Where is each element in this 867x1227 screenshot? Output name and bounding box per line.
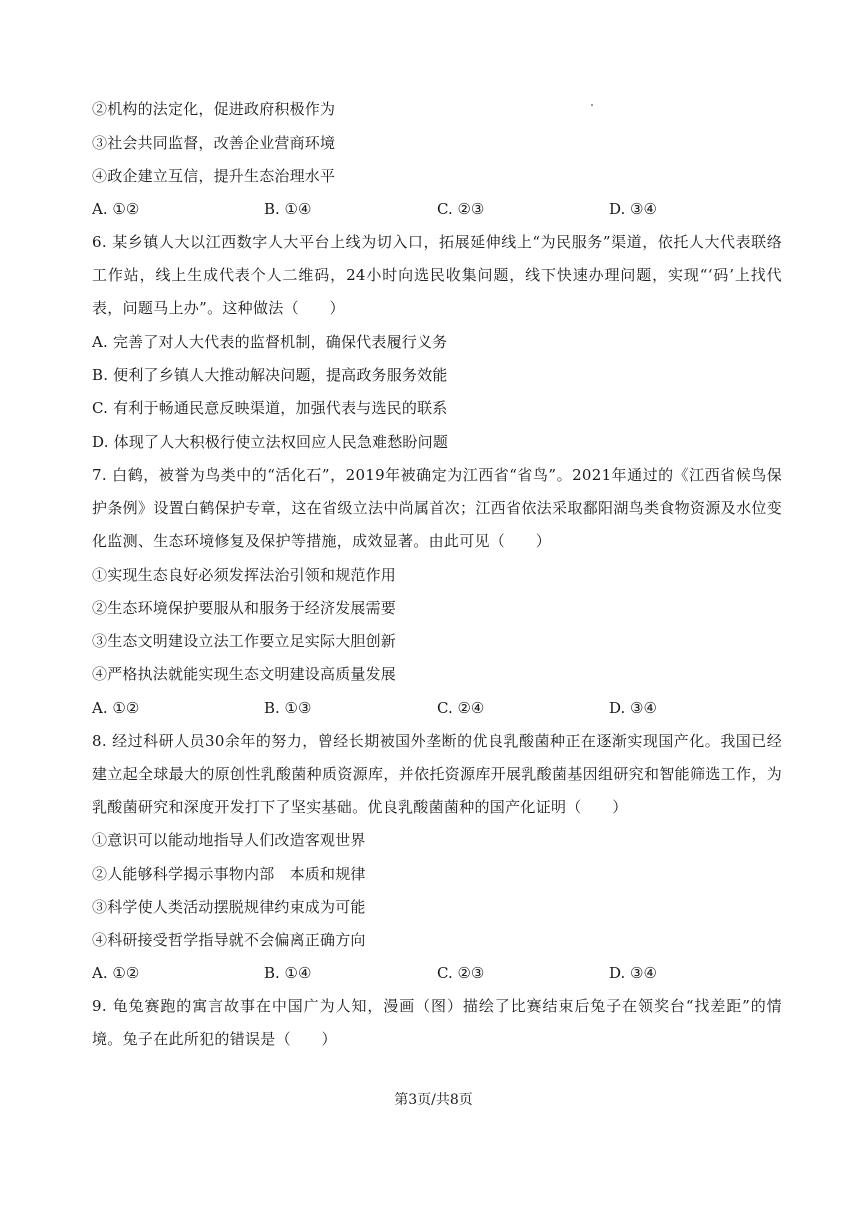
q7-option-a: A. ①② — [92, 699, 140, 717]
q7-options — [92, 698, 712, 718]
q7-item-3: ③生态文明建设立法工作要立足实际大胆创新 — [92, 632, 397, 650]
q7-item-4: ④严格执法就能实现生态文明建设高质量发展 — [92, 665, 397, 683]
q7-item-2: ②生态环境保护要服从和服务于经济发展需要 — [92, 599, 397, 617]
q8-option-c: C. ②③ — [437, 964, 485, 982]
q5-option-a: A. ①② — [92, 200, 140, 218]
q5-option-c: C. ②③ — [437, 200, 485, 218]
q6-option-c: C. 有利于畅通民意反映渠道，加强代表与选民的联系 — [92, 399, 448, 417]
q8-option-b: B. ①④ — [264, 964, 312, 982]
q5-item-4: ④政企建立互信，提升生态治理水平 — [92, 167, 336, 185]
q8-item-2: ②人能够科学揭示事物内部 本质和规律 — [92, 865, 366, 883]
q8-options — [92, 963, 712, 983]
q8-item-3: ③科学使人类活动摆脱规律约束成为可能 — [92, 898, 366, 916]
q6-option-a: A. 完善了对人大代表的监督机制，确保代表履行义务 — [92, 333, 448, 351]
q5-option-b: B. ①④ — [264, 200, 312, 218]
q6-option-d: D. 体现了人大积极行使立法权回应人民急难愁盼问题 — [92, 433, 449, 451]
q7-option-d: D. ③④ — [609, 699, 657, 717]
q8-stem: 8. 经过科研人员30余年的努力，曾经长期被国外垄断的优良乳酸菌种正在逐渐实现国产化。我国已经建立起全球最大的原创性乳酸菌种质资源库，并依托资源库开展乳酸菌基因组研究和智能筛选工作，为乳酸菌研究和深度开发打下了坚实基础。优良乳酸菌菌种的国产化证明（ ） — [92, 732, 782, 816]
q9-stem: 9. 龟兔赛跑的寓言故事在中国广为人知，漫画（图）描绘了比赛结束后兔子在领奖台“找差距”的情境。兔子在此所犯的错误是（ ） — [92, 997, 782, 1048]
q7-stem: 7. 白鹤，被誉为鸟类中的“活化石”，2019年被确定为江西省“省鸟”。2021年通过的《江西省候鸟保护条例》设置白鹤保护专章，这在省级立法中尚属首次；江西省依法采取鄱阳湖鸟类食物资源及水位变化监测、生态环境修复及保护等措施，成效显著。由此可见（ ） — [92, 466, 782, 550]
q8-item-4: ④科研接受哲学指导就不会偏离正确方向 — [92, 931, 366, 949]
q8-item-1: ①意识可以能动地指导人们改造客观世界 — [92, 831, 366, 849]
q5-options — [92, 199, 712, 219]
q6-option-b: B. 便利了乡镇人大推动解决问题，提高政务服务效能 — [92, 366, 448, 384]
q5-option-d: D. ③④ — [609, 200, 657, 218]
q5-item-3: ③社会共同监督，改善企业营商环境 — [92, 134, 336, 152]
q7-option-b: B. ①③ — [264, 699, 312, 717]
q5-item-2: ②机构的法定化，促进政府积极作为 — [92, 100, 336, 118]
q7-option-c: C. ②④ — [437, 699, 485, 717]
q8-option-d: D. ③④ — [609, 964, 657, 982]
page-number: 第3页/共8页 — [394, 1092, 473, 1108]
q7-item-1: ①实现生态良好必须发挥法治引领和规范作用 — [92, 566, 397, 584]
q6-stem: 6. 某乡镇人大以江西数字人大平台上线为切入口，拓展延伸线上“为民服务”渠道，依托人大代表联络工作站，线上生成代表个人二维码，24小时向选民收集问题，线下快速办理问题，实现“‘码’上找代表，问题马上办”。这种做法（ ） — [92, 233, 782, 317]
scan-speck — [591, 104, 593, 106]
q8-option-a: A. ①② — [92, 964, 140, 982]
